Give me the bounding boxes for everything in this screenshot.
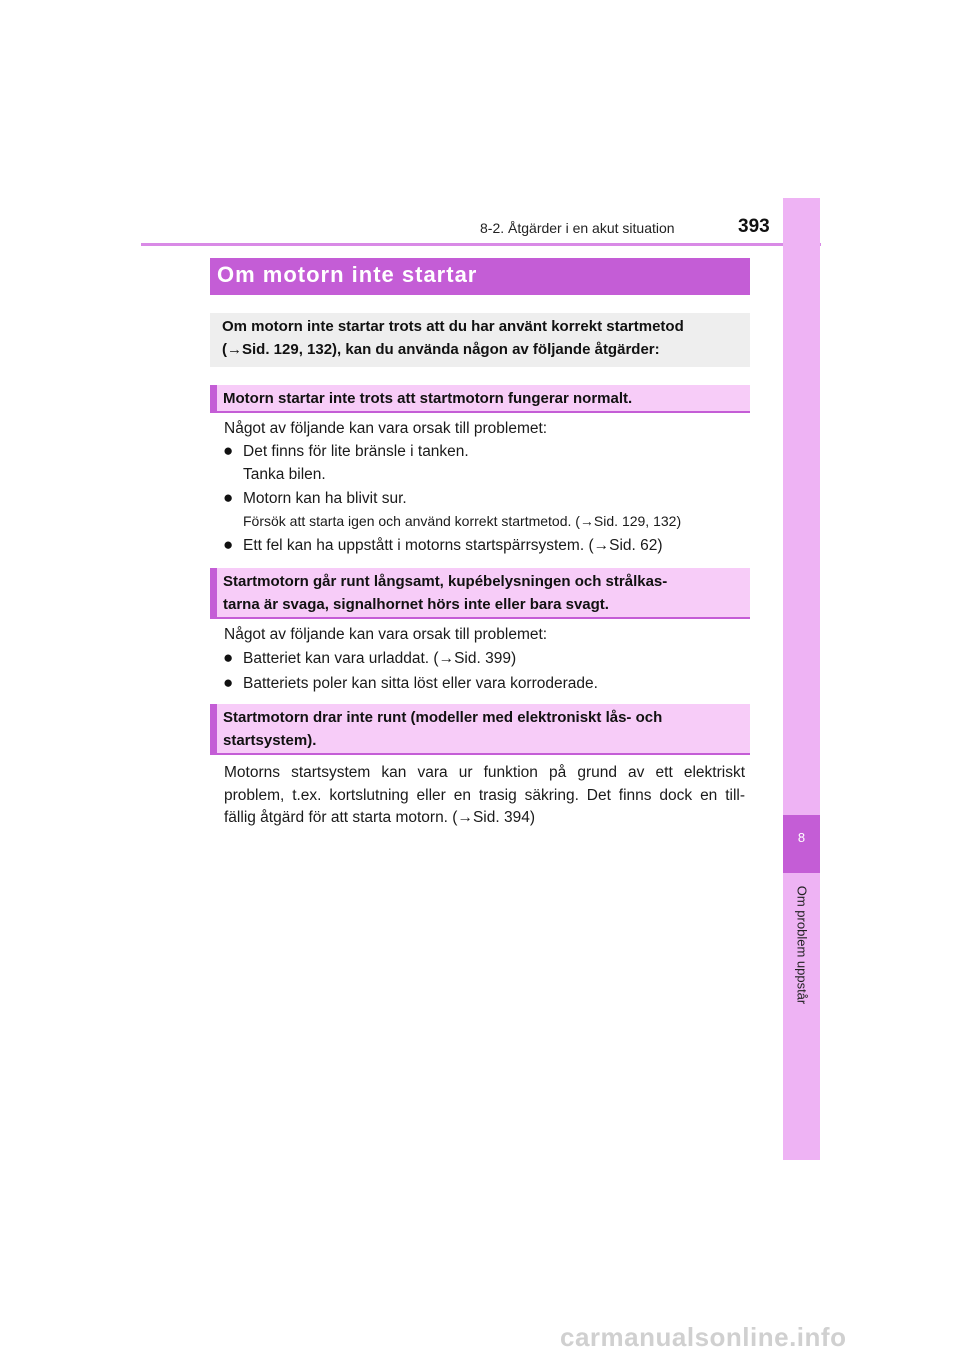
section1-bullet-3: Ett fel kan ha uppstått i motorns startspärrsystem. (→Sid. 62) <box>243 537 663 554</box>
bullet-icon: ● <box>223 648 234 667</box>
subheading-3-line-1: Startmotorn drar inte runt (modeller med elektroniskt lås- och <box>223 709 663 726</box>
section1-bullet-1: Det finns för lite bränsle i tanken. <box>243 443 469 460</box>
chapter-tab <box>783 198 820 1160</box>
chapter-number: 8 <box>797 830 806 845</box>
section3-paragraph <box>224 762 745 830</box>
section2-bullet-1: Batteriet kan vara urladdat. (→Sid. 399) <box>243 650 517 667</box>
watermark: carmanualsonline.info <box>560 1322 847 1352</box>
subheading-1: Motorn startar inte trots att startmotorn fungerar normalt. <box>223 390 633 407</box>
subheading-2-line-1: Startmotorn går runt långsamt, kupébelysningen och strålkas- <box>223 573 668 590</box>
section3-para-line-3: fällig åtgärd för att starta motorn. (→Sid. 394) <box>224 809 535 826</box>
section1-lead: Något av följande kan vara orsak till problemet: <box>224 420 548 437</box>
bullet-icon: ● <box>223 535 234 554</box>
section-header: 8-2. Åtgärder i en akut situation <box>480 220 675 236</box>
section3-para-line-1: Motorns startsystem kan vara ur funktion på grund av ett elektriskt <box>224 764 745 781</box>
section1-bullet-2: Motorn kan ha blivit sur. <box>243 490 407 507</box>
subheading-2-line-2: tarna är svaga, signalhornet hörs inte eller bara svagt. <box>223 596 609 613</box>
subheading-3-line-2: startsystem). <box>223 732 317 749</box>
intro-line-2: (→Sid. 129, 132), kan du använda någon av följande åtgärder: <box>222 341 660 358</box>
bullet-icon: ● <box>223 488 234 507</box>
bullet-icon: ● <box>223 441 234 460</box>
section1-bullet-1-detail: Tanka bilen. <box>243 466 326 483</box>
section2-bullet-2: Batteriets poler kan sitta löst eller vara korroderade. <box>243 675 598 692</box>
bullet-icon: ● <box>223 673 234 692</box>
section2-lead: Något av följande kan vara orsak till problemet: <box>224 626 548 643</box>
intro-line-1: Om motorn inte startar trots att du har använt korrekt startmetod <box>222 318 684 335</box>
section1-bullet-2-detail: Försök att starta igen och använd korrekt startmetod. (→Sid. 129, 132) <box>243 513 682 529</box>
page-number: 393 <box>738 216 770 237</box>
section3-para-line-2: problem, t.ex. kortslutning eller en trasig säkring. Det finns dock en till- <box>224 786 745 804</box>
page-title: Om motorn inte startar <box>217 262 478 287</box>
header-rule <box>141 243 821 246</box>
chapter-label: Om problem uppstår <box>794 885 810 1005</box>
